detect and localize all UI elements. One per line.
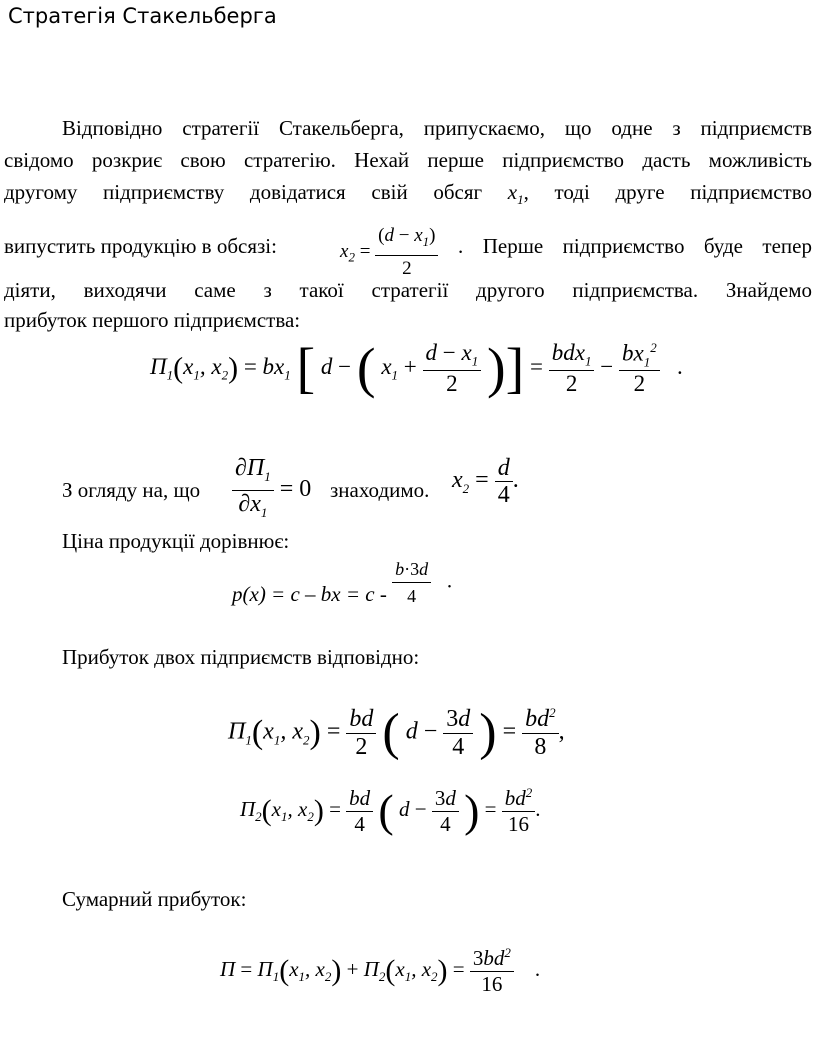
x2-formula-inline: $x_2$ = $\frac{(d - x_1)}{2}$ [340,223,438,282]
derivative-text-a: З огляду на, що [62,478,201,502]
intro-line-2: свідомо розкриє свою стратегію. Нехай перше підприємство дасть можливість [4,148,812,172]
profit1-formula: $П_1(x_1$, $x_2) = bx_1$ [ d − ( $x_1$ + $\frac{d - x_1}{2}$ )] = $\frac{bdx_1}{2}$ − $\frac{bx_1^2}{2}$ . [150,337,683,400]
x1-inline: $x_1$ [507,180,524,208]
intro-line-4b: . Перше підприємство буде тепер [458,234,812,259]
price-formula-text: p(x) = c – bx = c - [232,582,387,607]
page-title: Стратегія Стакельберга [8,4,277,28]
fraction: $\frac{(d - x_1)}{2}$ [375,223,438,282]
x2-result-formula: $x_2$ = $\frac{d}{4}$ . [452,455,519,508]
derivative-formula: $\frac{\partial П_1}{\partial x_1}$ = 0 [232,455,311,526]
total-profit-label: Сумарний прибуток: [62,887,247,911]
intro-line-5: діяти, виходячи саме з такої стратегії другого підприємства. Знайдемо [4,278,812,303]
two-profits-label: Прибуток двох підприємств відповідно: [62,645,420,669]
intro-line-3b: , тоді друге підприємство [523,180,813,204]
total-profit-formula: $П = П_1(x_1$, $x_2) + П_2(x_1$, $x_2$) = $\frac{3bd^2}{16}$ . [220,945,541,996]
profit1-final-formula: $П_1(x_1$, $x_2$) = $\frac{bd}{2}$ ( d − $\frac{3d}{4}$ ) = $\frac{bd^2}{8}$ , [228,704,565,761]
profit2-final-formula: $П_2(x_1$, $x_2$) = $\frac{bd}{4}$ ( d − $\frac{3d}{4}$ ) = $\frac{bd^2}{16}$ . [240,785,541,836]
intro-line-6: прибуток першого підприємства: [4,308,301,333]
price-label: Ціна продукції дорівнює: [62,529,290,553]
intro-line-4a: випустить продукцію в обсязі: [4,234,277,259]
intro-paragraph [4,115,812,333]
intro-line-3 [4,179,812,213]
price-formula: p(x) = c – bx = c - $\frac{b\cdot 3d}{4}$ . [232,556,452,612]
derivative-text-b: знаходимо. [330,478,430,502]
intro-line-1: Відповідно стратегії Стакельберга, припускаємо, що одне з підприємств [62,116,812,140]
intro-line-3a: другому підприємству довідатися свій обсяг [4,180,483,204]
derivative-line [62,455,802,525]
intro-line-4 [4,215,812,279]
